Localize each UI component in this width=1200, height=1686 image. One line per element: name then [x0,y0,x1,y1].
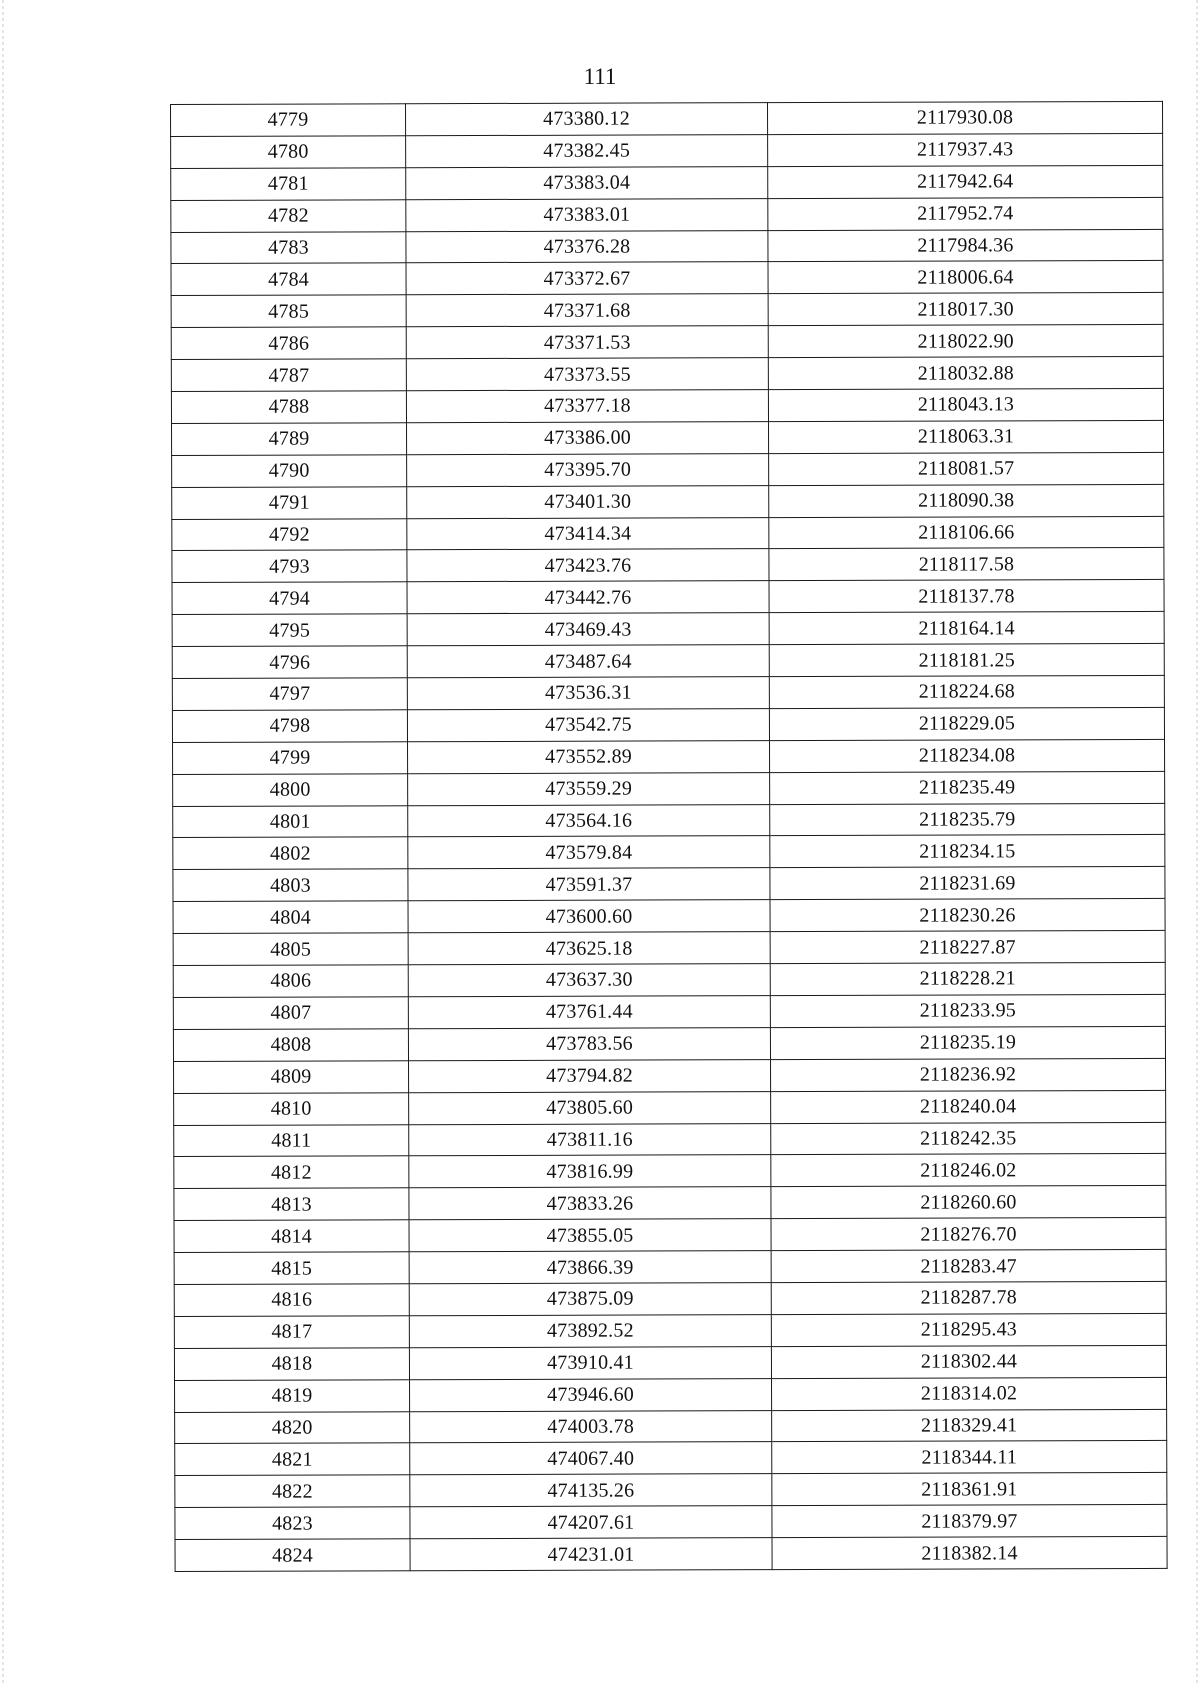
table-row [171,101,1163,136]
x-coordinate-cell: 473423.76 [407,549,769,582]
x-coordinate-cell: 473559.29 [408,772,770,805]
y-coordinate-cell: 2118344.11 [772,1441,1167,1474]
table-row [175,1377,1167,1412]
point-id-cell: 4795 [172,614,407,647]
y-coordinate-cell: 2118234.15 [770,835,1165,868]
x-coordinate-cell: 473564.16 [408,804,770,837]
table-row [175,1536,1167,1571]
y-coordinate-cell: 2118236.92 [771,1058,1166,1091]
point-id-cell: 4819 [175,1379,410,1412]
point-id-cell: 4792 [172,518,407,551]
table-row [171,197,1163,232]
y-coordinate-cell: 2117930.08 [767,101,1162,134]
point-id-cell: 4781 [171,168,406,201]
x-coordinate-cell: 473833.26 [409,1187,771,1220]
scan-edge-left [2,0,4,1686]
table-row [172,612,1164,647]
table-row [171,325,1163,360]
table-row [173,899,1165,934]
y-coordinate-cell: 2118063.31 [769,420,1164,453]
y-coordinate-cell: 2117937.43 [768,133,1163,166]
page-number: 111 [583,64,617,89]
table-row [174,1186,1166,1221]
point-id-cell: 4786 [171,327,406,360]
y-coordinate-cell: 2118234.08 [770,739,1165,772]
point-id-cell: 4808 [173,1029,408,1062]
x-coordinate-cell: 473866.39 [409,1251,771,1284]
y-coordinate-cell: 2118379.97 [772,1505,1167,1538]
y-coordinate-cell: 2118235.19 [770,1026,1165,1059]
x-coordinate-cell: 473552.89 [408,740,770,773]
x-coordinate-cell: 474207.61 [410,1506,772,1539]
table-row [174,1345,1166,1380]
point-id-cell: 4805 [173,933,408,966]
y-coordinate-cell: 2118106.66 [769,516,1164,549]
table-row [173,803,1165,838]
point-id-cell: 4791 [172,486,407,519]
y-coordinate-cell: 2118235.49 [770,771,1165,804]
y-coordinate-cell: 2118240.04 [771,1090,1166,1123]
x-coordinate-cell: 473376.28 [406,230,768,263]
point-id-cell: 4802 [173,837,408,870]
table-row [174,1154,1166,1189]
table-row [173,771,1165,806]
x-coordinate-cell: 474135.26 [410,1474,772,1507]
table-row [173,994,1165,1029]
x-coordinate-cell: 473761.44 [408,996,770,1029]
point-id-cell: 4799 [173,742,408,775]
y-coordinate-cell: 2118043.13 [768,388,1163,421]
y-coordinate-cell: 2118224.68 [769,675,1164,708]
table-row [174,1122,1166,1157]
x-coordinate-cell: 473395.70 [407,453,769,486]
x-coordinate-cell: 473946.60 [410,1378,772,1411]
y-coordinate-cell: 2118228.21 [770,962,1165,995]
x-coordinate-cell: 473637.30 [408,964,770,997]
coordinate-table-body [171,101,1168,1571]
x-coordinate-cell: 473591.37 [408,868,770,901]
x-coordinate-cell: 473386.00 [407,422,769,455]
point-id-cell: 4798 [172,710,407,743]
x-coordinate-cell: 473469.43 [407,613,769,646]
x-coordinate-cell: 473875.09 [409,1283,771,1316]
point-id-cell: 4790 [172,455,407,488]
y-coordinate-cell: 2118295.43 [771,1313,1166,1346]
x-coordinate-cell: 473536.31 [407,677,769,710]
point-id-cell: 4788 [171,391,406,424]
y-coordinate-cell: 2118235.79 [770,803,1165,836]
table-row [174,1058,1166,1093]
table-row [172,516,1164,551]
y-coordinate-cell: 2118081.57 [769,452,1164,485]
x-coordinate-cell: 473600.60 [408,900,770,933]
x-coordinate-cell: 473371.53 [406,326,768,359]
y-coordinate-cell: 2118230.26 [770,899,1165,932]
point-id-cell: 4800 [173,773,408,806]
x-coordinate-cell: 473579.84 [408,836,770,869]
x-coordinate-cell: 473892.52 [409,1314,771,1347]
point-id-cell: 4815 [174,1252,409,1285]
table-row [171,357,1163,392]
x-coordinate-cell: 473372.67 [406,262,768,295]
table-row [174,1313,1166,1348]
x-coordinate-cell: 473811.16 [409,1123,771,1156]
point-id-cell: 4804 [173,901,408,934]
y-coordinate-cell: 2118164.14 [769,612,1164,645]
x-coordinate-cell: 473542.75 [407,709,769,742]
y-coordinate-cell: 2118382.14 [772,1536,1167,1569]
point-id-cell: 4801 [173,805,408,838]
point-id-cell: 4810 [174,1092,409,1125]
table-row [172,580,1164,615]
x-coordinate-cell: 473373.55 [406,358,768,391]
y-coordinate-cell: 2118314.02 [772,1377,1167,1410]
x-coordinate-cell: 474231.01 [410,1538,772,1571]
point-id-cell: 4824 [175,1539,410,1572]
table-row [173,867,1165,902]
table-row [173,1026,1165,1061]
y-coordinate-cell: 2118283.47 [771,1249,1166,1282]
table-row [173,739,1165,774]
table-row [173,835,1165,870]
table-row [172,675,1164,710]
x-coordinate-cell: 473371.68 [406,294,768,327]
y-coordinate-cell: 2118246.02 [771,1154,1166,1187]
y-coordinate-cell: 2118006.64 [768,261,1163,294]
table-row [171,261,1163,296]
y-coordinate-cell: 2118260.60 [771,1186,1166,1219]
point-id-cell: 4783 [171,231,406,264]
x-coordinate-cell: 474067.40 [410,1442,772,1475]
table-row [175,1409,1167,1444]
x-coordinate-cell: 473855.05 [409,1219,771,1252]
point-id-cell: 4789 [172,423,407,456]
y-coordinate-cell: 2118302.44 [771,1345,1166,1378]
table-row [171,293,1163,328]
coordinate-table [170,101,1168,1572]
point-id-cell: 4787 [171,359,406,392]
y-coordinate-cell: 2117952.74 [768,197,1163,230]
x-coordinate-cell: 473487.64 [407,645,769,678]
y-coordinate-cell: 2118090.38 [769,484,1164,517]
y-coordinate-cell: 2118233.95 [770,994,1165,1027]
table-row [172,484,1164,519]
x-coordinate-cell: 473383.04 [406,166,768,199]
y-coordinate-cell: 2118361.91 [772,1473,1167,1506]
table-row [172,707,1164,742]
y-coordinate-cell: 2118181.25 [769,644,1164,677]
table-row [174,1281,1166,1316]
y-coordinate-cell: 2118329.41 [772,1409,1167,1442]
x-coordinate-cell: 473794.82 [409,1059,771,1092]
point-id-cell: 4780 [171,136,406,169]
table-row [171,229,1163,264]
y-coordinate-cell: 2118231.69 [770,867,1165,900]
y-coordinate-cell: 2118242.35 [771,1122,1166,1155]
point-id-cell: 4817 [174,1316,409,1349]
table-row [171,165,1163,200]
table-row [174,1249,1166,1284]
x-coordinate-cell: 473816.99 [409,1155,771,1188]
point-id-cell: 4816 [174,1284,409,1317]
x-coordinate-cell: 473377.18 [406,390,768,423]
y-coordinate-cell: 2117942.64 [768,165,1163,198]
x-coordinate-cell: 474003.78 [410,1410,772,1443]
point-id-cell: 4809 [174,1060,409,1093]
x-coordinate-cell: 473382.45 [406,135,768,168]
point-id-cell: 4779 [171,104,406,137]
point-id-cell: 4803 [173,869,408,902]
y-coordinate-cell: 2117984.36 [768,229,1163,262]
table-row [172,452,1164,487]
table-row [173,931,1165,966]
table-row [175,1441,1167,1476]
point-id-cell: 4782 [171,199,406,232]
y-coordinate-cell: 2118227.87 [770,931,1165,964]
y-coordinate-cell: 2118032.88 [768,357,1163,390]
y-coordinate-cell: 2118287.78 [771,1281,1166,1314]
table-row [171,133,1163,168]
y-coordinate-cell: 2118137.78 [769,580,1164,613]
point-id-cell: 4784 [171,263,406,296]
table-row [174,1218,1166,1253]
point-id-cell: 4812 [174,1156,409,1189]
table-row [174,1090,1166,1125]
y-coordinate-cell: 2118022.90 [768,325,1163,358]
table-row [172,644,1164,679]
table-row [175,1505,1167,1540]
table-row [175,1473,1167,1508]
point-id-cell: 4823 [175,1507,410,1540]
point-id-cell: 4806 [173,965,408,998]
point-id-cell: 4794 [172,582,407,615]
point-id-cell: 4813 [174,1188,409,1221]
point-id-cell: 4818 [174,1347,409,1380]
point-id-cell: 4793 [172,550,407,583]
point-id-cell: 4820 [175,1411,410,1444]
x-coordinate-cell: 473442.76 [407,581,769,614]
x-coordinate-cell: 473401.30 [407,485,769,518]
x-coordinate-cell: 473380.12 [406,103,768,136]
y-coordinate-cell: 2118276.70 [771,1218,1166,1251]
point-id-cell: 4811 [174,1124,409,1157]
x-coordinate-cell: 473625.18 [408,932,770,965]
table-row [173,962,1165,997]
x-coordinate-cell: 473805.60 [409,1091,771,1124]
x-coordinate-cell: 473910.41 [409,1346,771,1379]
x-coordinate-cell: 473383.01 [406,198,768,231]
point-id-cell: 4796 [172,646,407,679]
table-row [172,548,1164,583]
table-row [172,420,1164,455]
point-id-cell: 4814 [174,1220,409,1253]
y-coordinate-cell: 2118117.58 [769,548,1164,581]
y-coordinate-cell: 2118017.30 [768,293,1163,326]
point-id-cell: 4821 [175,1443,410,1476]
point-id-cell: 4807 [173,997,408,1030]
scan-edge-right [1196,0,1198,1686]
point-id-cell: 4797 [172,678,407,711]
table-row [171,388,1163,423]
x-coordinate-cell: 473414.34 [407,517,769,550]
point-id-cell: 4785 [171,295,406,328]
point-id-cell: 4822 [175,1475,410,1508]
x-coordinate-cell: 473783.56 [408,1027,770,1060]
y-coordinate-cell: 2118229.05 [769,707,1164,740]
